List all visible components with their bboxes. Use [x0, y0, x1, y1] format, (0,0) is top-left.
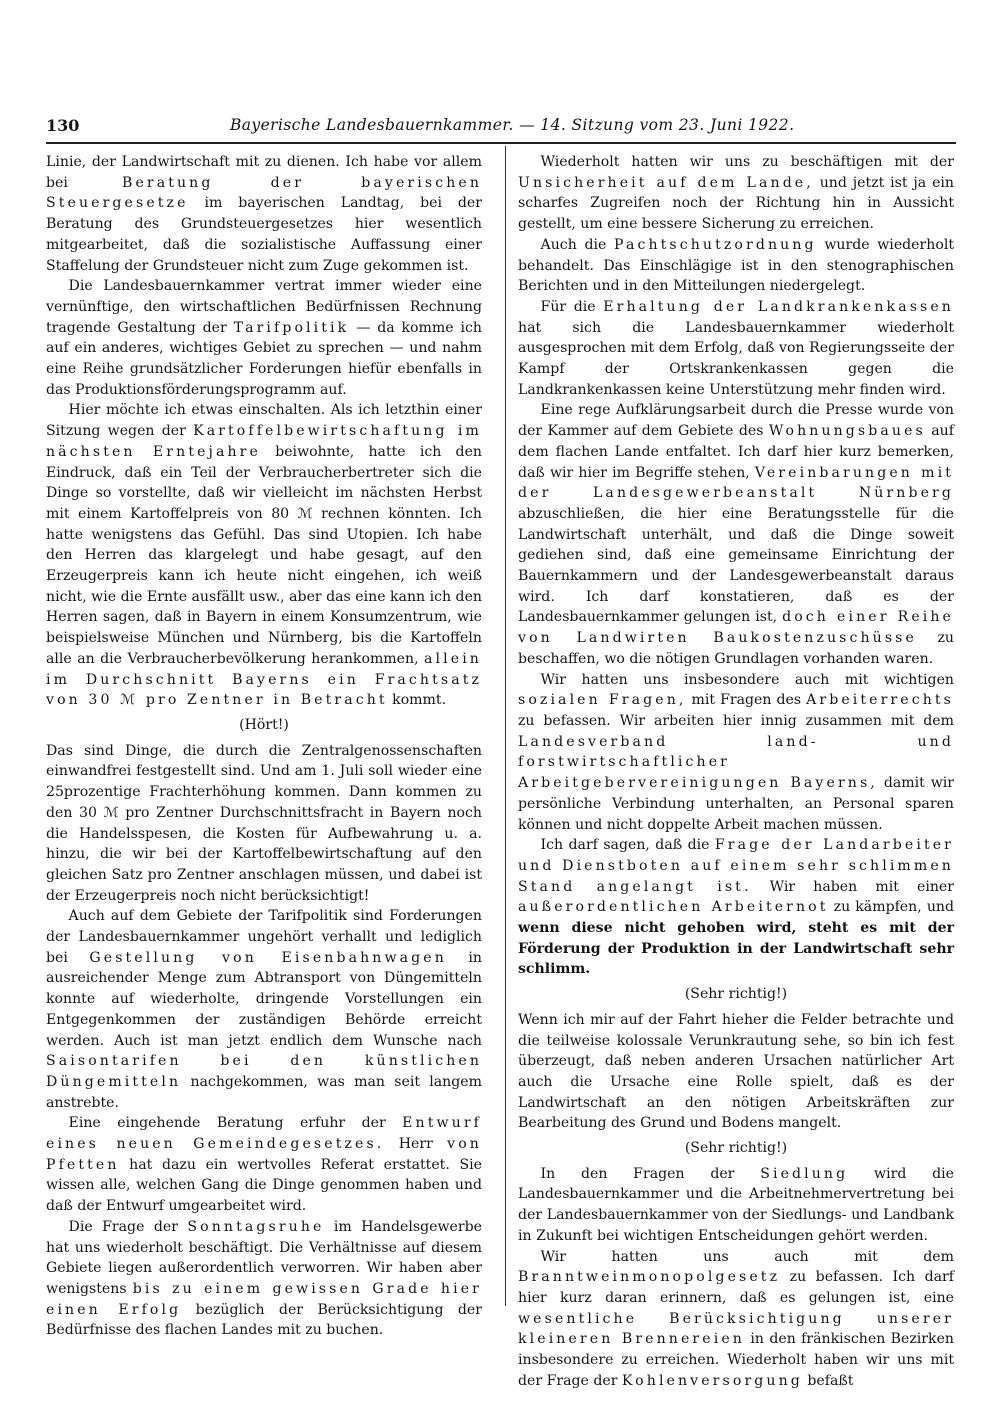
text-run: In den Fragen der — [540, 1165, 761, 1182]
text-run: in ausreichender Menge zum Abtransport von Düngemitteln konnte auf wiederholte, dringende Vorstellungen ein Entgegenkommen der zuständigen Behörde erreicht werden. Auch ist man jetzt endlich dem Wunsche nach — [46, 949, 482, 1049]
text-run: Eine rege Aufklärungsarbeit durch die Presse wurde von der Kammer auf dem Gebiete des — [518, 402, 954, 440]
text-run: Wir haben mit einer — [751, 878, 954, 895]
spaced-emphasis: Beratung der bayerischen Steuergesetze — [46, 174, 483, 212]
text-run: Linie, der Landwirtschaft mit zu dienen. Ich habe vor allem bei — [46, 154, 482, 191]
text-run: kommt. — [387, 692, 447, 709]
spaced-emphasis: Frage der Landarbeiter und Dienstboten auf einem sehr schlimmen Stand angelangt ist. — [518, 837, 954, 895]
interjection: (Sehr richtig!) — [684, 986, 788, 1003]
text-run: Für die — [540, 298, 604, 315]
text-run: zu beschaffen, wo die nötigen Grundlagen vorhanden waren. — [518, 630, 954, 667]
spaced-emphasis: Sonntagsruhe — [187, 1218, 325, 1235]
paragraph: Das sind Dinge, die durch die Zentralgenossenschaften einwandfrei festgestellt sind. Und am 1. Juli soll wieder eine 25prozentige Frachterhöhung kommen. Dann kommen zu den 30 ℳ pro Zentner Durchschnittsfracht in Bayern noch die Handelsspesen, die Kosten für Aufbewahrung u. a. hinzu, die wir bei der Kartoffelbewirtschaftung auf den gleichen Satz pro Zentner anschlagen müssen, und dabei ist der Erzeugerpreis noch nicht berücksichtigt! — [46, 742, 482, 904]
text-run: damit wir persönliche Verbindung unterhalten, an Personal sparen können und nicht doppelte Arbeit machen müssen. — [518, 775, 955, 833]
text-run: im bayerischen Landtag, bei der Beratung des Grundsteuergesetzes hier wesentlich mitgearbeitet, daß die sozialistische Auffassung einer Staffelung der Grundsteuer nicht zum Zuge gekommen ist. — [46, 195, 482, 274]
text-run: Wir hatten uns insbesondere auch mit wichtigen — [540, 671, 954, 688]
text-run: Auch die — [540, 236, 615, 253]
paragraph — [518, 835, 954, 980]
paragraph — [46, 276, 482, 400]
text-run: Die Landesbauernkammer vertrat immer wieder eine vernünftige, den wirtschaftlichen Bedürfnissen Rechnung tragende Gestaltung der — [46, 278, 482, 336]
text-run: im Handelsgewerbe hat uns wiederholt beschäftigt. Die Verhältnisse auf diesem Gebiete liegen außerordentlich verworren. Wir haben aber wenigstens — [46, 1218, 482, 1297]
paragraph — [46, 1217, 482, 1341]
text-run: Auch auf dem Gebiete der Tarifpolitik sind Forderungen der Landesbauernkammer ungehört verhallt und lediglich bei — [46, 908, 482, 966]
spaced-emphasis: bis zu einem gewissen Grade hier einen Erfolg — [46, 1280, 482, 1318]
paragraph — [518, 235, 954, 297]
spaced-emphasis: Pachtschutzordnung — [614, 236, 817, 253]
spaced-emphasis: Vereinbarungen mit der Landesgewerbeanstalt Nürnberg — [518, 464, 954, 502]
paragraph: Wenn ich mir auf der Fahrt hieher die Felder betrachte und die teilweise kolossale Verunkrautung sehe, so bin ich fest überzeugt, daß neben anderen Ursachen natürlicher Art auch die Ursache eine Rolle spielt, daß es der Landwirtschaft an den nötigen Arbeitskräften zur Bearbeitung des Grund und Bodens mangelt. — [518, 1011, 954, 1132]
paragraph — [518, 670, 954, 836]
interjection: (Hört!) — [239, 716, 289, 733]
text-run: mit Fragen des — [686, 692, 807, 709]
spaced-emphasis: Wohnungsbaues — [768, 423, 926, 440]
paragraph — [46, 152, 482, 276]
spaced-emphasis: Saisontarifen bei den künstlichen Düngemitteln — [46, 1053, 482, 1090]
text-run: Wir hatten uns auch mit dem — [540, 1248, 954, 1265]
text-run: beiwohnte, hatte ich den Eindruck, daß ein Teil der Verbraucherbertreter sich die Dinge so vorstellte, daß wir vielleicht im nächsten Herbst mit einem Kartoffelpreis von 80 ℳ rechnen könnten. Ich hatte wenigstens das Gefühl. Das sind Utopien. Ich habe den Herren das klargelegt und habe gesagt, auf den Erzeugerpreis kann ich heute nicht eingehen, ich weiß nicht, wie die Ernte ausfällt usw., aber das eine kann ich den Herren sagen, daß in Bayern in einem Konsumzentrum, wie beispielsweise München und Nürnberg, bis die Kartoffeln alle an die Verbraucherbevölkerung herankommen, — [46, 443, 482, 667]
paragraph — [518, 152, 954, 235]
spaced-emphasis: doch einer Reihe von Landwirten Baukostenzuschüsse — [518, 609, 954, 647]
spaced-emphasis: Kartoffelbewirtschaftung im nächsten Erntejahre — [46, 423, 483, 460]
text-run: zu befassen. Wir arbeiten hier innig zusammen mit dem — [518, 712, 954, 729]
paragraph — [518, 297, 954, 401]
text-run: wurde wiederholt behandelt. Das Einschlägige ist in den stenographischen Berichten und in den Mitteilungen niedergelegt. — [518, 236, 954, 295]
text-run: Die Frage der — [68, 1218, 188, 1235]
spaced-emphasis: Arbeiterrechts — [806, 692, 954, 709]
text-run: nachgekommen, was man seit langem anstrebte. — [46, 1073, 482, 1111]
spaced-emphasis: Unsicherheit auf dem Lande, — [518, 174, 814, 191]
paragraph — [518, 400, 954, 669]
spaced-emphasis: Kohlenversorgung — [621, 1372, 803, 1389]
text-run: Eine eingehende Beratung erfuhr der — [68, 1115, 403, 1132]
bold-emphasis: wenn diese nicht gehoben wird, steht es mit der Förderung der Produktion in der Landwirtschaft sehr schlimm. — [518, 920, 954, 978]
spaced-emphasis: allein im Durchschnitt Bayerns ein Frachtsatz von 30 ℳ pro Zentner in Betracht — [46, 650, 482, 709]
text-run: befaßt — [802, 1372, 854, 1389]
spaced-emphasis: Landesverband land- und forstwirtschaftlicher Arbeitgebervereinigungen Bayerns, — [518, 733, 954, 792]
spaced-emphasis: außerordentlichen Arbeiternot — [518, 899, 829, 916]
text-run: wird die Landesbauernkammer und die Arbeitnehmervertretung bei der Landesbauernkammer von der Siedlungs- und Landbank in Zukunft bei wichtigen Entscheidungen gehört werden. — [518, 1165, 954, 1244]
right-column — [518, 152, 954, 1391]
text-run: und jetzt ist ja ein scharfes Zugreifen noch der Richtung hin in Aussicht gestellt, um eine bessere Sicherung zu erreichen. — [518, 174, 954, 233]
spaced-emphasis: sozialen Fragen, — [518, 692, 687, 709]
left-column — [46, 152, 482, 1341]
spaced-emphasis: Gestellung von Eisenbahnwagen — [89, 949, 447, 966]
page-number: 130 — [46, 116, 80, 135]
text-run: zu kämpfen, und — [828, 899, 955, 916]
header-rule — [46, 142, 956, 144]
running-title: Bayerische Landesbauernkammer. — 14. Sitzung vom 23. Juni 1922. — [230, 116, 795, 134]
text-run: Ich darf sagen, daß die — [540, 837, 715, 854]
text-run: — da komme ich auf ein anderes, wichtiges Gebiet zu sprechen — und nahm eine Reihe grundsätzlicher Forderungen hiefür ebenfalls in das Produktionsförderungsprogramm auf. — [46, 319, 482, 398]
text-run: hat sich die Landesbauernkammer wiederholt ausgesprochen mit dem Erfolg, daß von Regierungsseite der Kampf der Ortskrankenkassen gegen die Landkrankenkassen keine Unterstützung mehr finden wird. — [518, 319, 954, 398]
text-run: Wiederholt hatten wir uns zu beschäftigen mit der — [540, 154, 954, 170]
text-run: zu befassen. Ich darf hier kurz daran erinnern, daß es gelungen ist, eine — [518, 1269, 954, 1306]
interjection: (Sehr richtig!) — [684, 1140, 788, 1157]
text-run: Hier möchte ich etwas einschalten. Als ich letzthin einer Sitzung wegen der — [46, 402, 482, 440]
text-run: auf dem flachen Lande entfaltet. Ich darf hier kurz bemerken, daß wir hier im Begriffe stehen, — [518, 423, 954, 481]
paragraph — [518, 1164, 954, 1247]
spaced-emphasis: Tarifpolitik — [233, 319, 350, 336]
paragraph — [46, 1113, 482, 1217]
text-run: in den fränkischen Bezirken insbesondere zu erreichen. Wiederholt haben wir uns mit der Frage der — [518, 1331, 954, 1389]
page-header — [46, 116, 795, 138]
spaced-emphasis: Branntweinmonopolgesetz — [518, 1269, 781, 1286]
text-run: Herr — [384, 1136, 448, 1153]
spaced-emphasis: Erhaltung der Landkrankenkassen — [603, 298, 954, 315]
paragraph — [518, 1247, 954, 1392]
paragraph — [46, 906, 482, 1113]
text-run: hat dazu ein wertvolles Referat erstattet. Sie wissen alle, welchen Gang die Dinge genommen haben und daß der Entwurf umgearbeitet wird. — [46, 1156, 482, 1215]
text-run: bezüglich der Berücksichtigung der Bedürfnisse des flachen Landes mit zu buchen. — [46, 1301, 482, 1339]
spaced-emphasis: Siedlung — [760, 1165, 849, 1182]
paragraph — [46, 400, 482, 711]
spaced-emphasis: Entwurf eines neuen Gemeindegesetzes. — [46, 1115, 482, 1153]
spaced-emphasis: von Pfetten — [46, 1136, 482, 1173]
column-divider — [505, 146, 506, 1306]
text-run: abzuschließen, die hier eine Beratungsstelle für die Landwirtschaft unterhält, und daß die Dinge soweit gediehen sind, daß eine gemeinsame Einrichtung der Bauernkammern und der Landesgewerbeanstalt daraus wird. Ich darf konstatieren, daß es der Landesbauernkammer gelungen ist, — [518, 505, 954, 626]
spaced-emphasis: wesentliche Berücksichtigung unserer kleineren Brennereien — [518, 1310, 954, 1348]
